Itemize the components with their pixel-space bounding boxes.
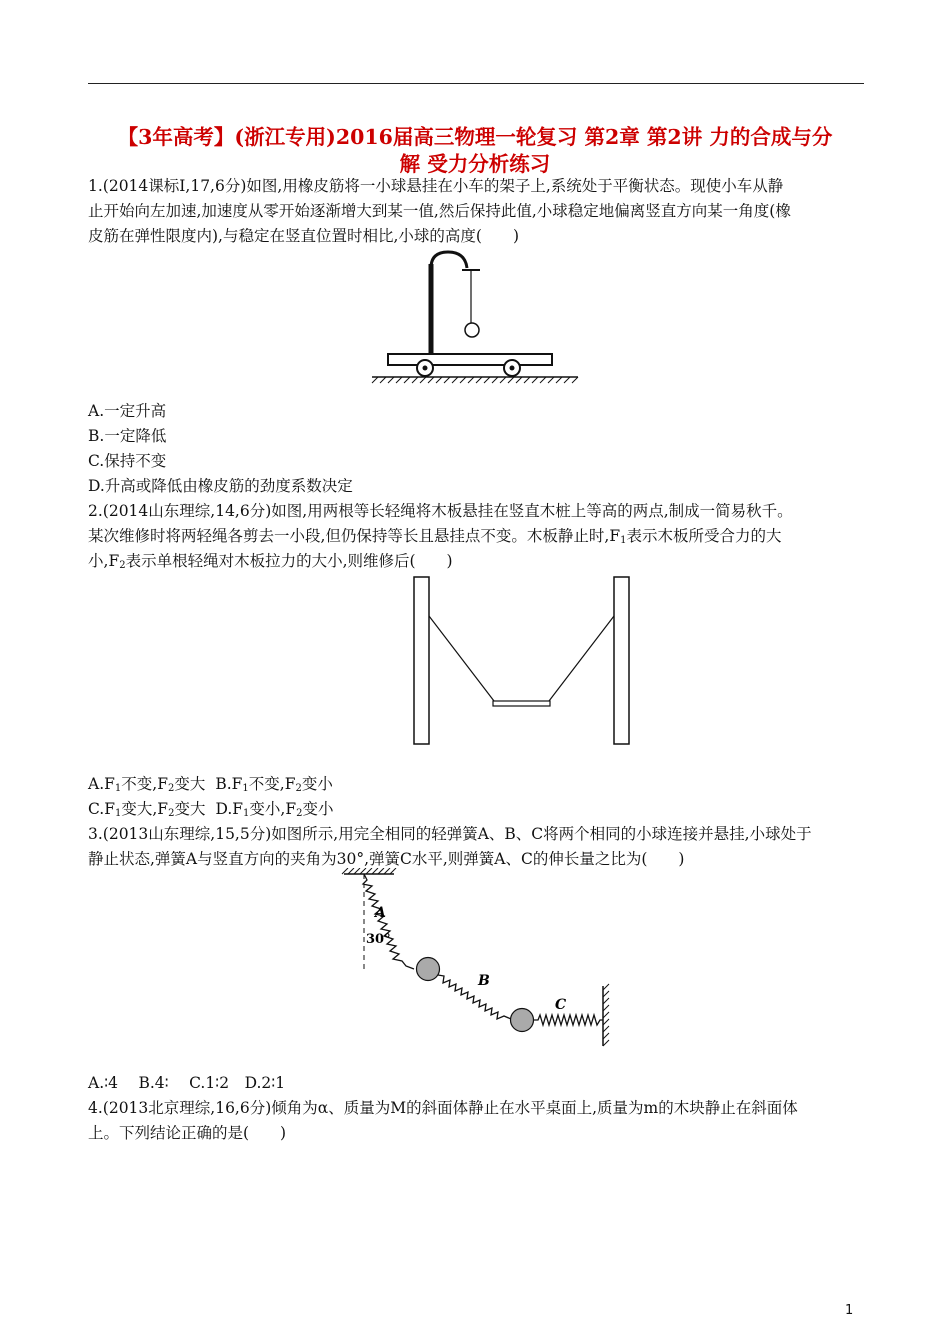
q1-line-2: 止开始向左加速,加速度从零开始逐渐增大到某一值,然后保持此值,小球稳定地偏离竖直方向某一角度(橡 xyxy=(88,202,791,220)
spring-c-label: C xyxy=(555,997,567,1013)
q1-option-d: D.升高或降低由橡皮筋的劲度系数决定 xyxy=(88,477,353,495)
angle-label: 30° xyxy=(366,932,391,947)
q1-line-3: 皮筋在弹性限度内),与稳定在竖直位置时相比,小球的高度( ) xyxy=(88,227,519,245)
swing-figure xyxy=(410,574,632,747)
q2-options-row-1: $A.F_1$不变$,F_2$变大 $B.F_1$不变$,F_2$变小 xyxy=(88,775,333,794)
title-line-1: 【3年高考】(浙江专用)2016届高三物理一轮复习 第2章 第2讲 力的合成与分 xyxy=(117,125,833,149)
title-line-2: 解 受力分析练习 xyxy=(399,152,551,176)
q3-line-1: 3.(2013山东理综,15,5分)如图所示,用完全相同的轻弹簧A、B、C将两个相同的小球连接并悬挂,小球处于 xyxy=(88,825,812,843)
spring-b-label: B xyxy=(478,973,490,989)
q3-line-2: 静止状态,弹簧A与竖直方向的夹角为30°,弹簧C水平,则弹簧A、C的伸长量之比为( ) xyxy=(88,850,685,868)
spring-system-figure xyxy=(336,868,621,1050)
q1-line-1: 1.(2014课标Ⅰ,17,6分)如图,用橡皮筋将一小球悬挂在小车的架子上,系统处于平衡状态。现使小车从静 xyxy=(88,177,784,195)
q2-line-2: 某次维修时将两轻绳各剪去一小段,但仍保持等长且悬挂点不变。木板静止时$,F_1$表示木板所受合力的大 xyxy=(88,527,782,546)
q4-line-1: 4.(2013北京理综,16,6分)倾角为α、质量为M的斜面体静止在水平桌面上,质量为m的木块静止在斜面体 xyxy=(88,1099,798,1117)
q1-option-b: B.一定降低 xyxy=(88,427,167,445)
spring-a-label: A xyxy=(375,905,386,921)
document-title xyxy=(80,124,870,178)
q4-line-2: 上。下列结论正确的是( ) xyxy=(88,1124,287,1142)
q2-line-1: 2.(2014山东理综,14,6分)如图,用两根等长轻绳将木板悬挂在竖直木桩上等高的两点,制成一简易秋千。 xyxy=(88,502,793,520)
header-rule xyxy=(88,83,864,84)
cart-pendulum-figure xyxy=(370,248,582,384)
q1-option-c: C.保持不变 xyxy=(88,452,167,470)
q1-option-a: A.一定升高 xyxy=(88,402,167,420)
q2-line-3: 小$,F_2$表示单根轻绳对木板拉力的大小,则维修后( ) xyxy=(88,552,453,571)
q2-options-row-2: $C.F_1$变大$,F_2$变大 $D.F_1$变小$,F_2$变小 xyxy=(88,800,334,819)
q3-options: A.∶4 B.4∶ C.1∶2 D.2∶1 xyxy=(88,1074,286,1092)
page-number: 1 xyxy=(845,1303,854,1318)
